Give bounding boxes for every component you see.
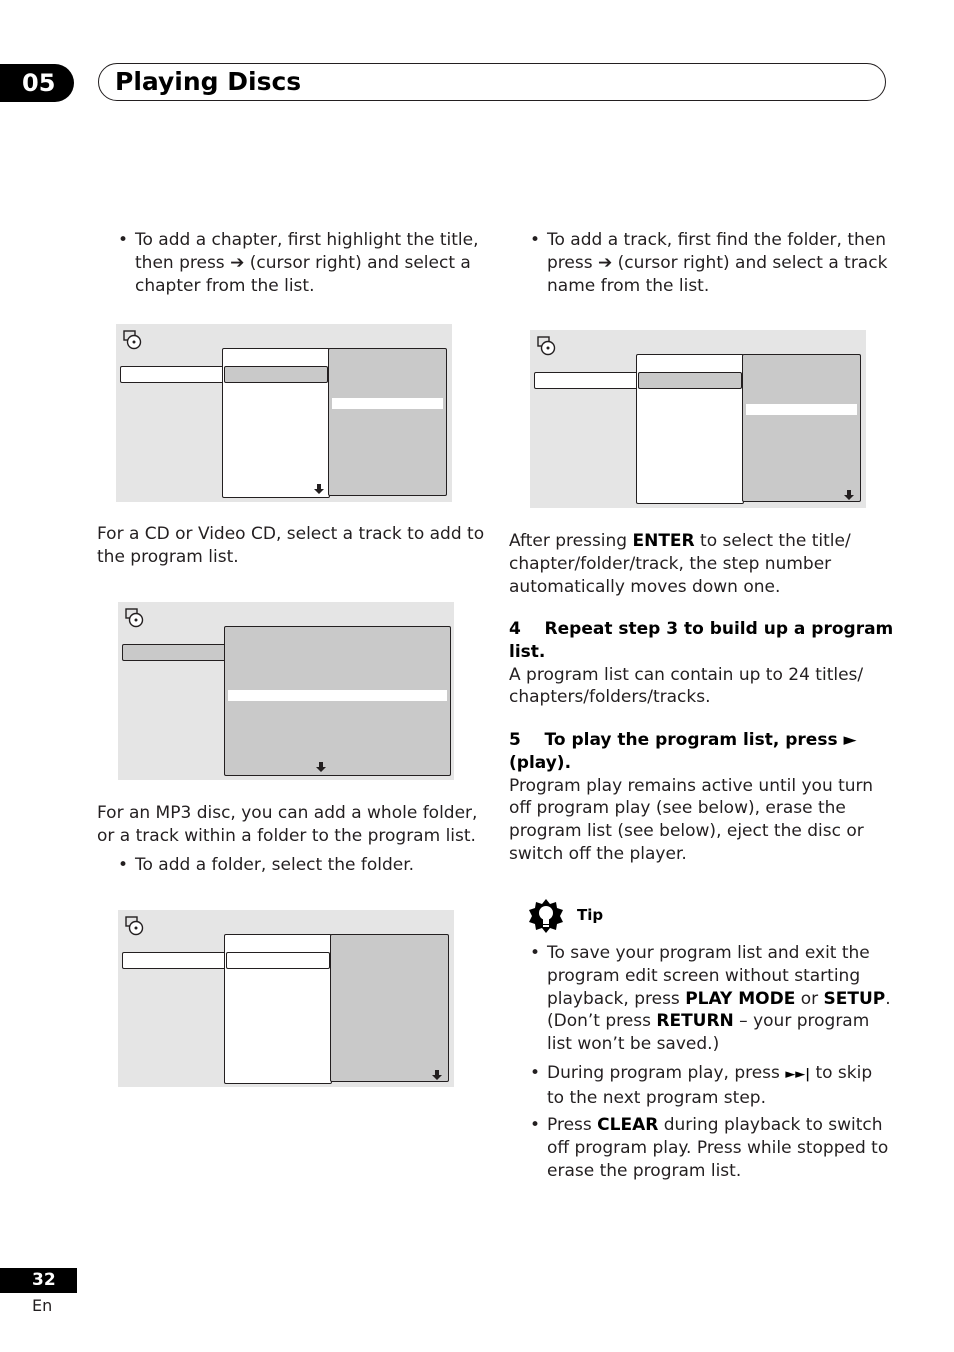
skip-next-icon: ►►| (785, 1067, 811, 1082)
enter-paragraph (509, 530, 909, 598)
bullet-add-chapter (118, 229, 485, 297)
screen-chapter-select (116, 324, 452, 502)
selected-track-row[interactable] (746, 404, 857, 415)
selected-folder-row[interactable] (638, 372, 742, 389)
step-4-heading-cont: list. (509, 641, 546, 662)
menu-tab-track[interactable] (122, 644, 228, 661)
selected-track-row[interactable] (228, 690, 447, 701)
page-number: 32 (0, 1268, 77, 1293)
tip-bullet-save (530, 942, 907, 1056)
selected-chapter-row[interactable] (332, 398, 443, 409)
bullet-dot: • (530, 943, 541, 963)
step-5 (509, 729, 909, 866)
text-line (547, 1114, 907, 1137)
text-line: name from the list. (547, 275, 710, 296)
text-line: A program list can contain up to 24 titles/ (509, 664, 864, 685)
step-number: 4 (509, 619, 521, 639)
bullet-dot: • (530, 230, 541, 250)
text-line: chapters/folders/tracks. (509, 687, 711, 708)
text-line (547, 1062, 907, 1087)
track-list-panel (224, 626, 451, 776)
cd-paragraph (97, 523, 487, 569)
text-line: or a track within a folder to the program list. (97, 825, 476, 846)
disc-icon (123, 330, 143, 350)
text-line: automatically moves down one. (509, 576, 781, 597)
text-fragment: press (547, 252, 593, 273)
text-fragment: to skip (810, 1063, 873, 1083)
menu-tab-folder-root[interactable] (122, 952, 228, 969)
step-5-heading (509, 729, 909, 752)
text-line: erase the program list. (547, 1160, 742, 1181)
key-enter: ENTER (632, 531, 695, 551)
text-fragment: To play the program list, press ► (544, 730, 857, 750)
down-arrow-icon[interactable] (844, 490, 854, 500)
screen-cd-track-select (118, 602, 454, 780)
text-line: To add a track, first find the folder, then (547, 230, 887, 250)
tip-label: Tip (577, 906, 604, 924)
menu-tab-chapter[interactable] (224, 366, 328, 383)
text-line: chapter/folder/track, the step number (509, 553, 832, 574)
text-fragment: (cursor right) and select a (249, 252, 471, 273)
chapter-list-panel (328, 348, 447, 496)
bullet-dot: • (530, 1063, 541, 1083)
text-line: the program list. (97, 546, 239, 567)
text-fragment: then press (135, 252, 225, 273)
text-line: To add a chapter, first highlight the title, (135, 230, 479, 250)
text-fragment: During program play, press (547, 1063, 786, 1083)
bullet-add-track (530, 229, 897, 297)
step-number: 5 (509, 730, 521, 750)
bullet-dot: • (118, 855, 129, 875)
bullet-add-folder (118, 854, 485, 877)
key-play-mode: PLAY MODE (685, 988, 796, 1009)
disc-icon (125, 916, 145, 936)
arrow-right-icon: ➔ (598, 252, 613, 273)
text-line: to the next program step. (547, 1087, 766, 1108)
track-list-panel (742, 354, 861, 502)
down-arrow-icon[interactable] (432, 1070, 442, 1080)
text-line: list won’t be saved.) (547, 1034, 720, 1055)
title-bar (98, 63, 886, 101)
step-4 (509, 618, 909, 709)
text-fragment: – your program (733, 1011, 870, 1032)
text-fragment: Repeat step 3 to build up a program (544, 619, 894, 639)
text-fragment: (cursor right) and select a track (617, 252, 888, 273)
tip-bullet-clear (530, 1114, 907, 1182)
text-fragment: (Don’t press (547, 1011, 657, 1032)
screen-mp3-folder-select (118, 910, 454, 1087)
text-fragment: or (795, 988, 824, 1009)
text-line: To save your program list and exit the (547, 943, 870, 963)
text-line: off program play (see below), erase the (509, 798, 846, 819)
step-5-heading-cont: (play). (509, 752, 572, 773)
text-line: For an MP3 disc, you can add a whole folder, (97, 803, 478, 823)
text-line: switch off the player. (509, 843, 687, 864)
text-line: off program play. Press while stopped to (547, 1137, 889, 1158)
page-title: Playing Discs (115, 67, 302, 96)
down-arrow-icon[interactable] (314, 484, 324, 494)
text-fragment: during playback to switch (658, 1115, 883, 1135)
text-line: program list (see below), eject the disc or (509, 821, 864, 842)
text-fragment: After pressing (509, 531, 633, 551)
text-line: To add a folder, select the folder. (135, 855, 415, 875)
text-fragment: to select the title/ (694, 531, 851, 551)
disc-icon (537, 336, 557, 356)
tip-bullet-skip (530, 1062, 907, 1110)
text-line (547, 988, 907, 1011)
chapter-badge: 05 (0, 64, 74, 102)
screen-mp3-track-select (530, 330, 866, 508)
text-line: Program play remains active until you turn (509, 775, 874, 796)
arrow-right-icon: ➔ (230, 252, 245, 273)
lightbulb-icon (528, 898, 564, 934)
text-fragment: . (885, 988, 891, 1009)
step-4-heading (509, 618, 909, 641)
text-fragment: Press (547, 1115, 598, 1135)
down-arrow-icon[interactable] (316, 762, 326, 772)
text-line (547, 252, 897, 275)
bullet-dot: • (118, 230, 129, 250)
file-list-panel (330, 934, 449, 1082)
disc-icon (125, 608, 145, 628)
bullet-dot: • (530, 1115, 541, 1135)
text-line: chapter from the list. (135, 275, 315, 296)
language-code: En (32, 1296, 53, 1315)
menu-tab-folder-root[interactable] (534, 372, 640, 389)
key-clear: CLEAR (597, 1115, 659, 1135)
key-setup: SETUP (823, 988, 886, 1009)
text-line: program edit screen without starting (547, 965, 861, 986)
key-return: RETURN (656, 1011, 734, 1032)
text-line: For a CD or Video CD, select a track to add to (97, 524, 485, 544)
menu-tab-title[interactable] (120, 366, 226, 383)
text-line (547, 1010, 907, 1033)
text-line (509, 530, 909, 553)
mp3-paragraph (97, 802, 487, 848)
text-line (135, 252, 485, 275)
text-fragment: playback, press (547, 988, 686, 1009)
selected-folder-row[interactable] (226, 952, 330, 969)
